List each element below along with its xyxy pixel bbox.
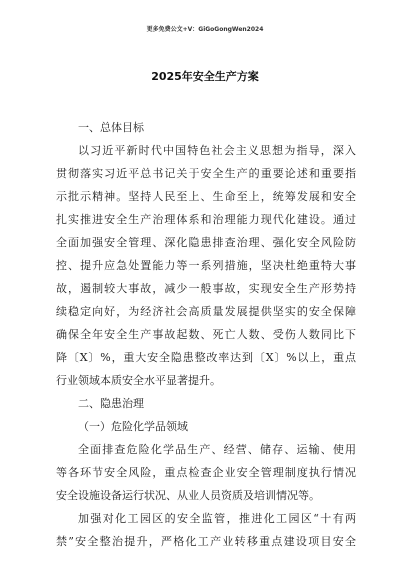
paragraph-line: 确保全年安全生产事故起数、死亡人数、受伤人数同比下 [56,328,356,341]
paragraph-line: 扎实推进安全生产治理体系和治理能力现代化建设。通过 [56,213,356,226]
paragraph-line: 全面排查危险化学品生产、经营、储存、运输、使用 [78,443,356,456]
paragraph-line: 等各环节安全风险，重点检查企业安全管理制度执行情况 [56,466,356,479]
paragraph [56,507,356,553]
section-heading: 一、总体目标 [78,121,144,134]
paragraph-line: 示批示精神。坚持人民至上、生命至上，统筹发展和安全 [56,190,356,203]
paragraph-line: 加强对化工园区的安全监管，推进化工园区“十有两 [78,512,356,525]
paragraph-line: 故，遏制较大事故，减少一般事故，实现安全生产形势持 [56,282,356,295]
paragraph-line: 全面加强安全管理、深化隐患排查治理、强化安全风险防 [56,236,356,249]
document-body [56,116,356,553]
section-heading: 二、隐患治理 [78,397,144,410]
paragraph-line: 安全设施设备运行状况、从业人员资质及培训情况等。 [56,489,320,502]
paragraph-line: 以习近平新时代中国特色社会主义思想为指导，深入 [78,144,356,157]
subsection-heading: （一）危险化学品领域 [78,420,188,433]
paragraph-line: 续稳定向好，为经济社会高质量发展提供坚实的安全保障 [56,305,356,318]
paragraph [56,438,356,507]
paragraph-line: 行业领域本质安全水平显著提升。 [56,374,221,387]
paragraph-line: 贯彻落实习近平总书记关于安全生产的重要论述和重要指 [56,167,356,180]
header-watermark: 更多免费公文+V：GiGoGongWen2024 [146,26,264,33]
paragraph-line: 控、提升应急处置能力等一系列措施，坚决杜绝重特大事 [56,259,356,272]
paragraph-line: 降〔X〕%，重大安全隐患整改率达到〔X〕%以上，重点 [56,351,356,364]
document-title: 2025年安全生产方案 [151,70,259,83]
paragraph-line: 禁”安全整治提升，严格化工产业转移重点建设项目安全 [56,535,356,548]
paragraph [56,139,356,392]
